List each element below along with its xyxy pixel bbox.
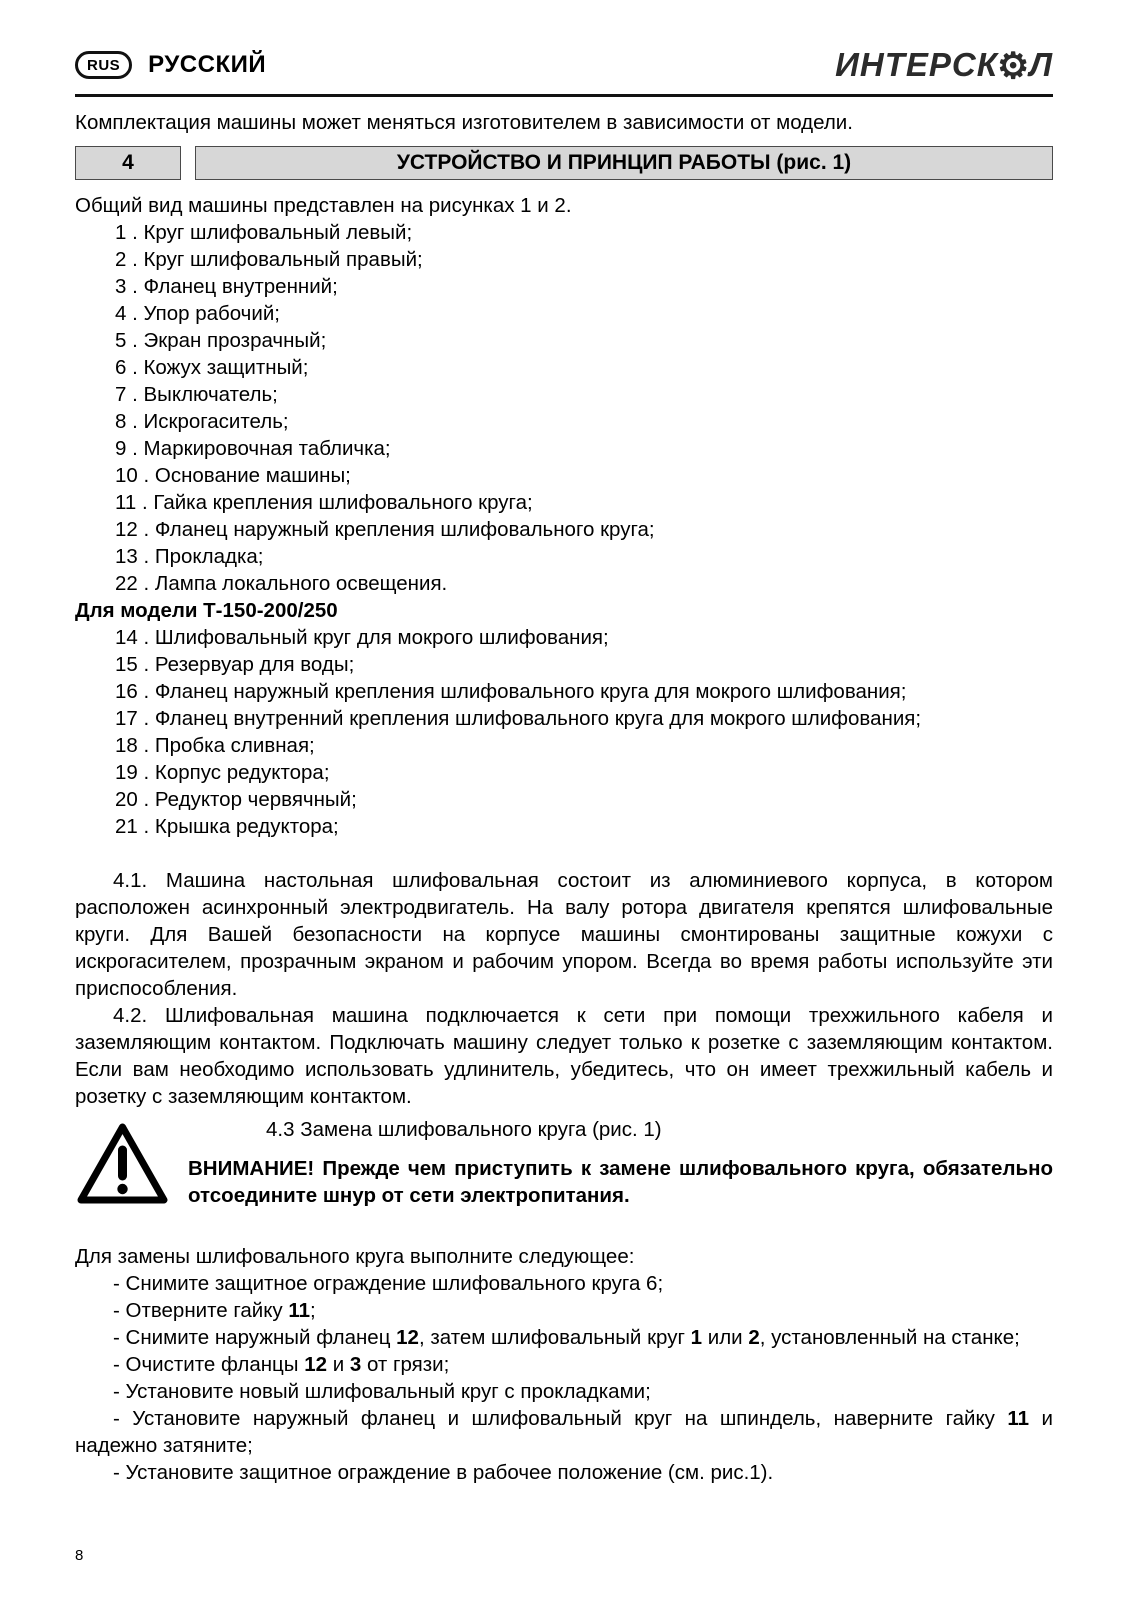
language-badge: RUS — [75, 51, 132, 79]
model-heading: Для модели Т-150-200/250 — [75, 599, 338, 622]
parts-list-item: 5 . Экран прозрачный; — [115, 329, 327, 352]
warning-content — [170, 1116, 1053, 1209]
parts-list-1 — [75, 219, 1053, 597]
parts-list-item: 17 . Фланец внутренний крепления шлифовального круга для мокрого шлифования; — [115, 707, 922, 730]
step-item: - Установите защитное ограждение в рабочее положение (см. рис.1). — [113, 1461, 774, 1484]
step-item: - Установите новый шлифовальный круг с прокладками; — [113, 1380, 651, 1403]
subsection-4-3-title: 4.3 Замена шлифовального круга (рис. 1) — [266, 1118, 662, 1141]
replace-intro: Для замены шлифовального круга выполните следующее: — [75, 1245, 635, 1268]
step-item: - Отверните гайку 11; — [113, 1299, 316, 1322]
warning-text: ВНИМАНИЕ! Прежде чем приступить к замене шлифовального круга, обязательно отсоедините шнур от сети электропитания. — [188, 1157, 1053, 1207]
step-item: - Снимите наружный фланец 12, затем шлифовальный круг 1 или 2, установленный на станке; — [113, 1326, 1020, 1349]
section-header-row — [75, 146, 1053, 180]
step-item: - Установите наружный фланец и шлифовальный круг на шпиндель, наверните гайку 11 и надежно затяните; — [75, 1407, 1053, 1457]
parts-list-item: 7 . Выключатель; — [115, 383, 278, 406]
parts-list-item: 2 . Круг шлифовальный правый; — [115, 248, 423, 271]
parts-list-item: 19 . Корпус редуктора; — [115, 761, 330, 784]
parts-list-item: 6 . Кожух защитный; — [115, 356, 309, 379]
page-number: 8 — [75, 1547, 84, 1564]
parts-list-item: 8 . Искрогаситель; — [115, 410, 289, 433]
warning-block — [75, 1116, 1053, 1213]
overview-line: Общий вид машины представлен на рисунках 1 и 2. — [75, 194, 572, 217]
language-label: РУССКИЙ — [148, 51, 267, 78]
paragraph-4-1: 4.1. Машина настольная шлифовальная состоит из алюминиевого корпуса, в котором расположен асинхронный электродвигатель. На валу ротора двигателя крепятся шлифовальные круги. Для Вашей безопасности на корпусе машины смонтированы защитные кожухи с искрогасителем, прозрачным экраном и рабочим упором. Всегда во время работы используйте эти приспособления. — [75, 869, 1053, 1000]
paragraph-4-2: 4.2. Шлифовальная машина подключается к сети при помощи трехжильного кабеля и заземляющим контактом. Подключать машину следует только к розетке с заземляющим контактом. Если вам необходимо использовать удлинитель, убедитесь, что он имеет трехжильный кабель и розетку с заземляющим контактом. — [75, 1004, 1053, 1108]
brand-text-suffix: Л — [1029, 46, 1053, 83]
parts-list-item: 14 . Шлифовальный круг для мокрого шлифования; — [115, 626, 609, 649]
parts-list-item: 11 . Гайка крепления шлифовального круга; — [115, 491, 533, 514]
parts-list-item: 9 . Маркировочная табличка; — [115, 437, 391, 460]
parts-list-item: 4 . Упор рабочий; — [115, 302, 280, 325]
brand-logo — [835, 46, 1053, 84]
gear-icon: ⚙ — [997, 45, 1031, 86]
parts-list-item: 16 . Фланец наружный крепления шлифовального круга для мокрого шлифования; — [115, 680, 907, 703]
intro-paragraph: Комплектация машины может меняться изготовителем в зависимости от модели. — [75, 111, 853, 134]
parts-list-item: 22 . Лампа локального освещения. — [115, 572, 448, 595]
parts-list-item: 3 . Фланец внутренний; — [115, 275, 338, 298]
step-item: - Снимите защитное ограждение шлифовального круга 6; — [113, 1272, 664, 1295]
warning-icon — [75, 1116, 170, 1213]
parts-list-item: 12 . Фланец наружный крепления шлифовального круга; — [115, 518, 655, 541]
page-header — [75, 46, 1053, 97]
step-item: - Очистите фланцы 12 и 3 от грязи; — [113, 1353, 450, 1376]
parts-list-item: 1 . Круг шлифовальный левый; — [115, 221, 413, 244]
parts-list-item: 10 . Основание машины; — [115, 464, 351, 487]
section-title: УСТРОЙСТВО И ПРИНЦИП РАБОТЫ (рис. 1) — [195, 146, 1053, 180]
parts-list-2 — [75, 624, 1053, 840]
parts-list-item: 21 . Крышка редуктора; — [115, 815, 339, 838]
brand-text-prefix: ИНТЕРСК — [835, 46, 999, 83]
parts-list-item: 15 . Резервуар для воды; — [115, 653, 355, 676]
parts-list-item: 20 . Редуктор червячный; — [115, 788, 357, 811]
parts-list-item: 13 . Прокладка; — [115, 545, 264, 568]
steps-list — [75, 1270, 1053, 1486]
section-number: 4 — [75, 146, 181, 180]
parts-list-item: 18 . Пробка сливная; — [115, 734, 315, 757]
